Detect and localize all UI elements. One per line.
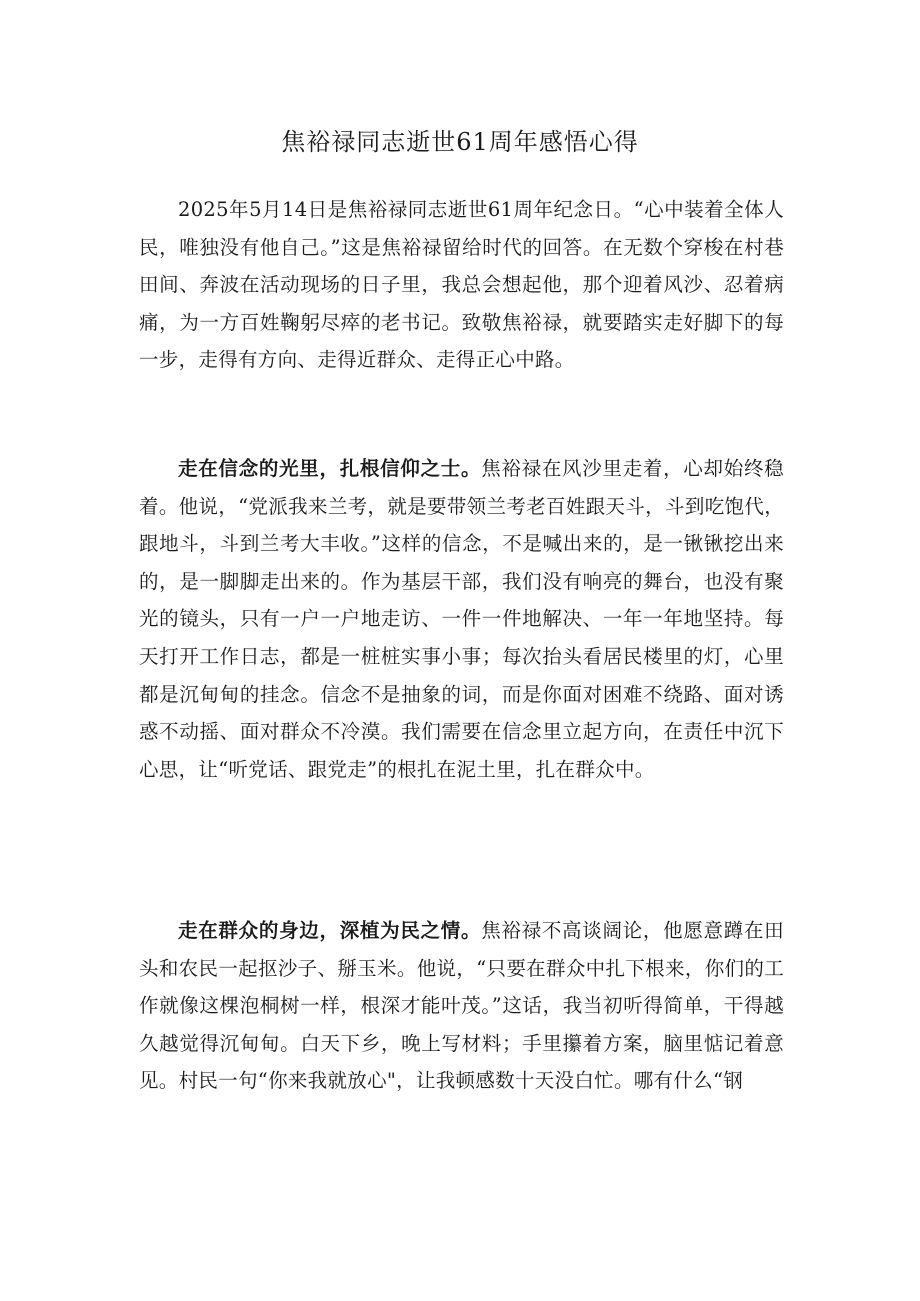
paragraph-intro (139, 191, 784, 379)
paragraph-intro-text: 2025年5月14日是焦裕禄同志逝世61周年纪念日。“心中装着全体人民，唯独没有他自己。”这是焦裕禄留给时代的回答。在无数个穿梭在村巷田间、奔波在活动现场的日子里，我总会想起他，那个迎着风沙、忍着病痛，为一方百姓鞠躬尽瘁的老书记。致敬焦裕禄，就要踏实走好脚下的每一步，走得有方向、走得近群众、走得正心中路。 (139, 198, 784, 372)
paragraph-people-text: 焦裕禄不高谈阔论，他愿意蹲在田头和农民一起抠沙子、掰玉米。他说，“只要在群众中扎下根来，你们的工作就像这棵泡桐树一样，根深才能叶茂。”这话，我当初听得简单，干得越久越觉得沉甸甸。白天下乡，晚上写材料；手里攥着方案，脑里惦记着意见。村民一句“你来我就放心"，让我顿感数十天没白忙。哪有什么“钢 (139, 919, 784, 1093)
document-title: 焦裕禄同志逝世61周年感悟心得 (281, 128, 639, 156)
paragraph-faith-text: 焦裕禄在风沙里走着，心却始终稳着。他说，“党派我来兰考，就是要带领兰考老百姓跟天斗，斗到吃饱代，跟地斗，斗到兰考大丰收。”这样的信念，不是喊出来的，是一锹锹挖出来的，是一脚脚走出来的。作为基层干部，我们没有响亮的舞台，也没有聚光的镜头，只有一户一户地走访、一件一件地解决、一年一年地坚持。每天打开工作日志，都是一桩桩实事小事；每次抬头看居民楼里的灯，心里都是沉甸甸的挂念。信念不是抽象的词，而是你面对困难不绕路、面对诱惑不动摇、面对群众不冷漠。我们需要在信念里立起方向，在责任中沉下心思，让“听党话、跟党走”的根扎在泥土里，扎在群众中。 (139, 457, 784, 781)
paragraph-faith-heading: 走在信念的光里，扎根信仰之士。 (178, 457, 482, 480)
paragraph-people (139, 912, 784, 1100)
paragraph-faith (139, 450, 784, 788)
paragraph-people-heading: 走在群众的身边，深植为民之情。 (178, 919, 482, 942)
